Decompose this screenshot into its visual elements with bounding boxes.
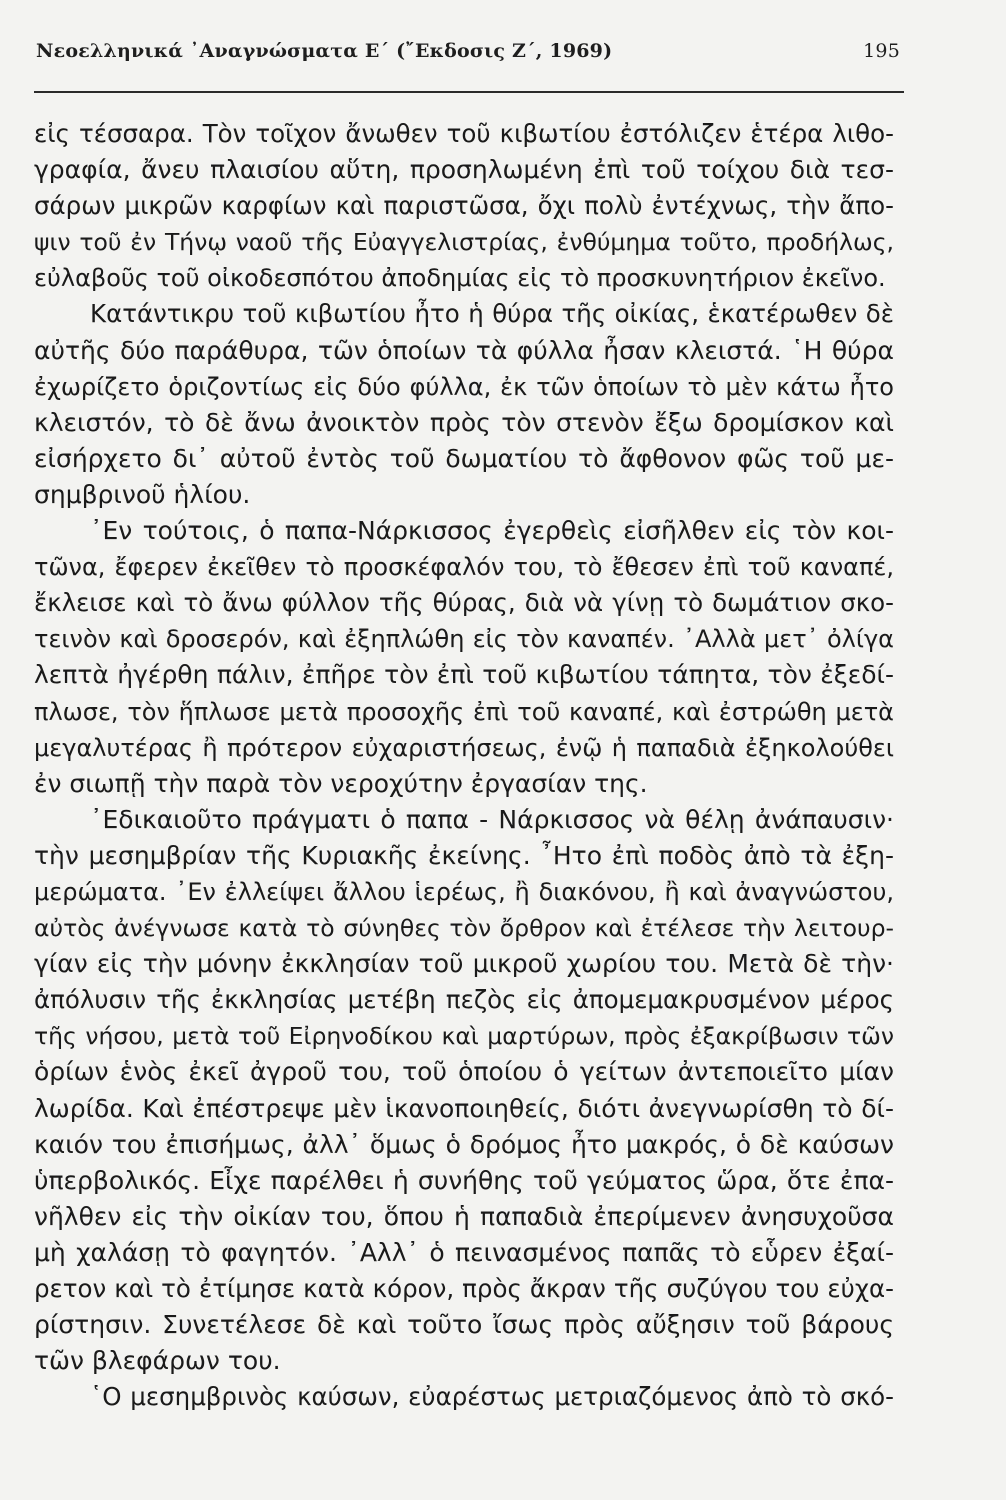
- text-line: σάρων μικρῶν καρφίων καὶ παριστῶσα, ὄχι πολὺ ἐντέχνως, τὴν ἄπο-: [34, 191, 894, 221]
- text-line: ᾿Εδικαιοῦτο πράγματι ὁ παπα - Νάρκισσος νὰ θέλῃ ἀνάπαυσιν·: [90, 804, 894, 834]
- text-line: λωρίδα. Καὶ ἐπέστρεψε μὲν ἱκανοποιηθείς, διότι ἀνεγνωρίσθη τὸ δί-: [34, 1093, 894, 1123]
- text-line: καιόν του ἐπισήμως, ἀλλ᾿ ὅμως ὁ δρόμος ἦτο μακρός, ὁ δὲ καύσων: [34, 1129, 894, 1159]
- text-line: εἰς τέσσαρα. Τὸν τοῖχον ἄνωθεν τοῦ κιβωτίου ἐστόλιζεν ἑτέρα λιθο-: [34, 119, 894, 148]
- text-line: ἔκλεισε καὶ τὸ ἄνω φύλλον τῆς θύρας, διὰ νὰ γίνῃ τὸ δωμάτιον σκο-: [34, 588, 894, 618]
- text-line: ρίστησιν. Συνετέλεσε δὲ καὶ τοῦτο ἴσως πρὸς αὔξησιν τοῦ βάρους: [34, 1310, 894, 1340]
- text-line: τεινὸν καὶ δροσερόν, καὶ ἐξηπλώθη εἰς τὸν καναπέν. ᾿Αλλὰ μετ᾿ ὀλίγα: [34, 625, 894, 654]
- text-line: μεγαλυτέρας ἢ πρότερον εὐχαριστήσεως, ἐνῷ ἡ παπαδιὰ ἐξηκολούθει: [34, 733, 894, 762]
- text-line: ὑπερβολικός. Εἶχε παρέλθει ἡ συνήθης τοῦ γεύματος ὥρα, ὅτε ἐπα-: [34, 1165, 894, 1195]
- text-line: αὐτῆς δύο παράθυρα, τῶν ὁποίων τὰ φύλλα ἦσαν κλειστά. ῾Η θύρα: [34, 335, 894, 365]
- text-line: γραφία, ἄνευ πλαισίου αὕτη, προσηλωμένη ἐπὶ τοῦ τοίχου διὰ τεσ-: [34, 155, 894, 185]
- running-title: Νεοελληνικά ᾿Αναγνώσματα Ε΄ (῎Εκδοσις Ζ΄, 1969): [36, 40, 613, 62]
- text-line: εἰσήρχετο δι᾿ αὐτοῦ ἐντὸς τοῦ δωματίου τὸ ἄφθονον φῶς τοῦ με-: [34, 443, 894, 473]
- text-line: ψιν τοῦ ἐν Τήνῳ ναοῦ τῆς Εὐαγγελιστρίας, ἐνθύμημα τοῦτο, προδήλως,: [34, 228, 894, 257]
- body-text: [34, 116, 904, 1415]
- text-line: ᾿Εν τούτοις, ὁ παπα-Νάρκισσος ἐγερθεὶς εἰσῆλθεν εἰς τὸν κοι-: [90, 516, 894, 546]
- page-number: 195: [863, 40, 900, 62]
- text-line: πλωσε, τὸν ἥπλωσε μετὰ προσοχῆς ἐπὶ τοῦ καναπέ, καὶ ἐστρώθη μετὰ: [34, 697, 894, 726]
- running-header: [36, 40, 900, 76]
- text-line: ἀπόλυσιν τῆς ἐκκλησίας μετέβη πεζὸς εἰς ἀπομεμακρυσμένον μέρος: [34, 985, 894, 1015]
- text-line: εὐλαβοῦς τοῦ οἰκοδεσπότου ἀποδημίας εἰς τὸ προσκυνητήριον ἐκεῖνο.: [34, 264, 886, 293]
- text-line: τῶν βλεφάρων του.: [34, 1346, 281, 1376]
- text-line: Κατάντικρυ τοῦ κιβωτίου ἦτο ἡ θύρα τῆς οἰκίας, ἑκατέρωθεν δὲ: [90, 299, 894, 329]
- text-line: μερώματα. ᾿Εν ἐλλείψει ἄλλου ἱερέως, ἢ διακόνου, ἢ καὶ ἀναγνώστου,: [34, 877, 894, 906]
- text-line: κλειστόν, τὸ δὲ ἄνω ἀνοικτὸν πρὸς τὸν στενὸν ἔξω δρομίσκον καὶ: [34, 407, 894, 437]
- text-line: λεπτὰ ἠγέρθη πάλιν, ἐπῆρε τὸν ἐπὶ τοῦ κιβωτίου τάπητα, τὸν ἐξεδί-: [34, 660, 894, 690]
- text-line: μὴ χαλάσῃ τὸ φαγητόν. ᾿Αλλ᾿ ὁ πεινασμένος παπᾶς τὸ εὗρεν ἐξαί-: [34, 1237, 894, 1267]
- text-line: αὐτὸς ἀνέγνωσε κατὰ τὸ σύνηθες τὸν ὄρθρον καὶ ἐτέλεσε τὴν λειτουρ-: [34, 914, 894, 943]
- text-line: νῆλθεν εἰς τὴν οἰκίαν του, ὅπου ἡ παπαδιὰ ἐπερίμενεν ἀνησυχοῦσα: [34, 1201, 894, 1231]
- text-line: γίαν εἰς τὴν μόνην ἐκκλησίαν τοῦ μικροῦ χωρίου του. Μετὰ δὲ τὴν·: [34, 949, 894, 979]
- text-line: τῆς νήσου, μετὰ τοῦ Εἰρηνοδίκου καὶ μαρτύρων, πρὸς ἐξακρίβωσιν τῶν: [34, 1022, 894, 1051]
- text-line: τῶνα, ἔφερεν ἐκεῖθεν τὸ προσκέφαλόν του, τὸ ἔθεσεν ἐπὶ τοῦ καναπέ,: [34, 553, 894, 582]
- text-line: ρετον καὶ τὸ ἐτίμησε κατὰ κόρον, πρὸς ἄκραν τῆς συζύγου του εὐχα-: [34, 1274, 894, 1303]
- text-line: τὴν μεσημβρίαν τῆς Κυριακῆς ἐκείνης. ῏Ητο ἐπὶ ποδὸς ἀπὸ τὰ ἐξη-: [34, 840, 894, 870]
- text-line: σημβρινοῦ ἡλίου.: [34, 479, 251, 509]
- text-line: ὁρίων ἑνὸς ἐκεῖ ἀγροῦ του, τοῦ ὁποίου ὁ γείτων ἀντεποιεῖτο μίαν: [34, 1057, 894, 1087]
- text-line: ῾Ο μεσημβρινὸς καύσων, εὐαρέστως μετριαζόμενος ἀπὸ τὸ σκό-: [90, 1382, 894, 1412]
- text-line: ἐχωρίζετο ὁριζοντίως εἰς δύο φύλλα, ἐκ τῶν ὁποίων τὸ μὲν κάτω ἦτο: [34, 372, 894, 401]
- header-rule: [34, 91, 904, 93]
- text-line: ἐν σιωπῇ τὴν παρὰ τὸν νεροχύτην ἐργασίαν της.: [34, 768, 648, 798]
